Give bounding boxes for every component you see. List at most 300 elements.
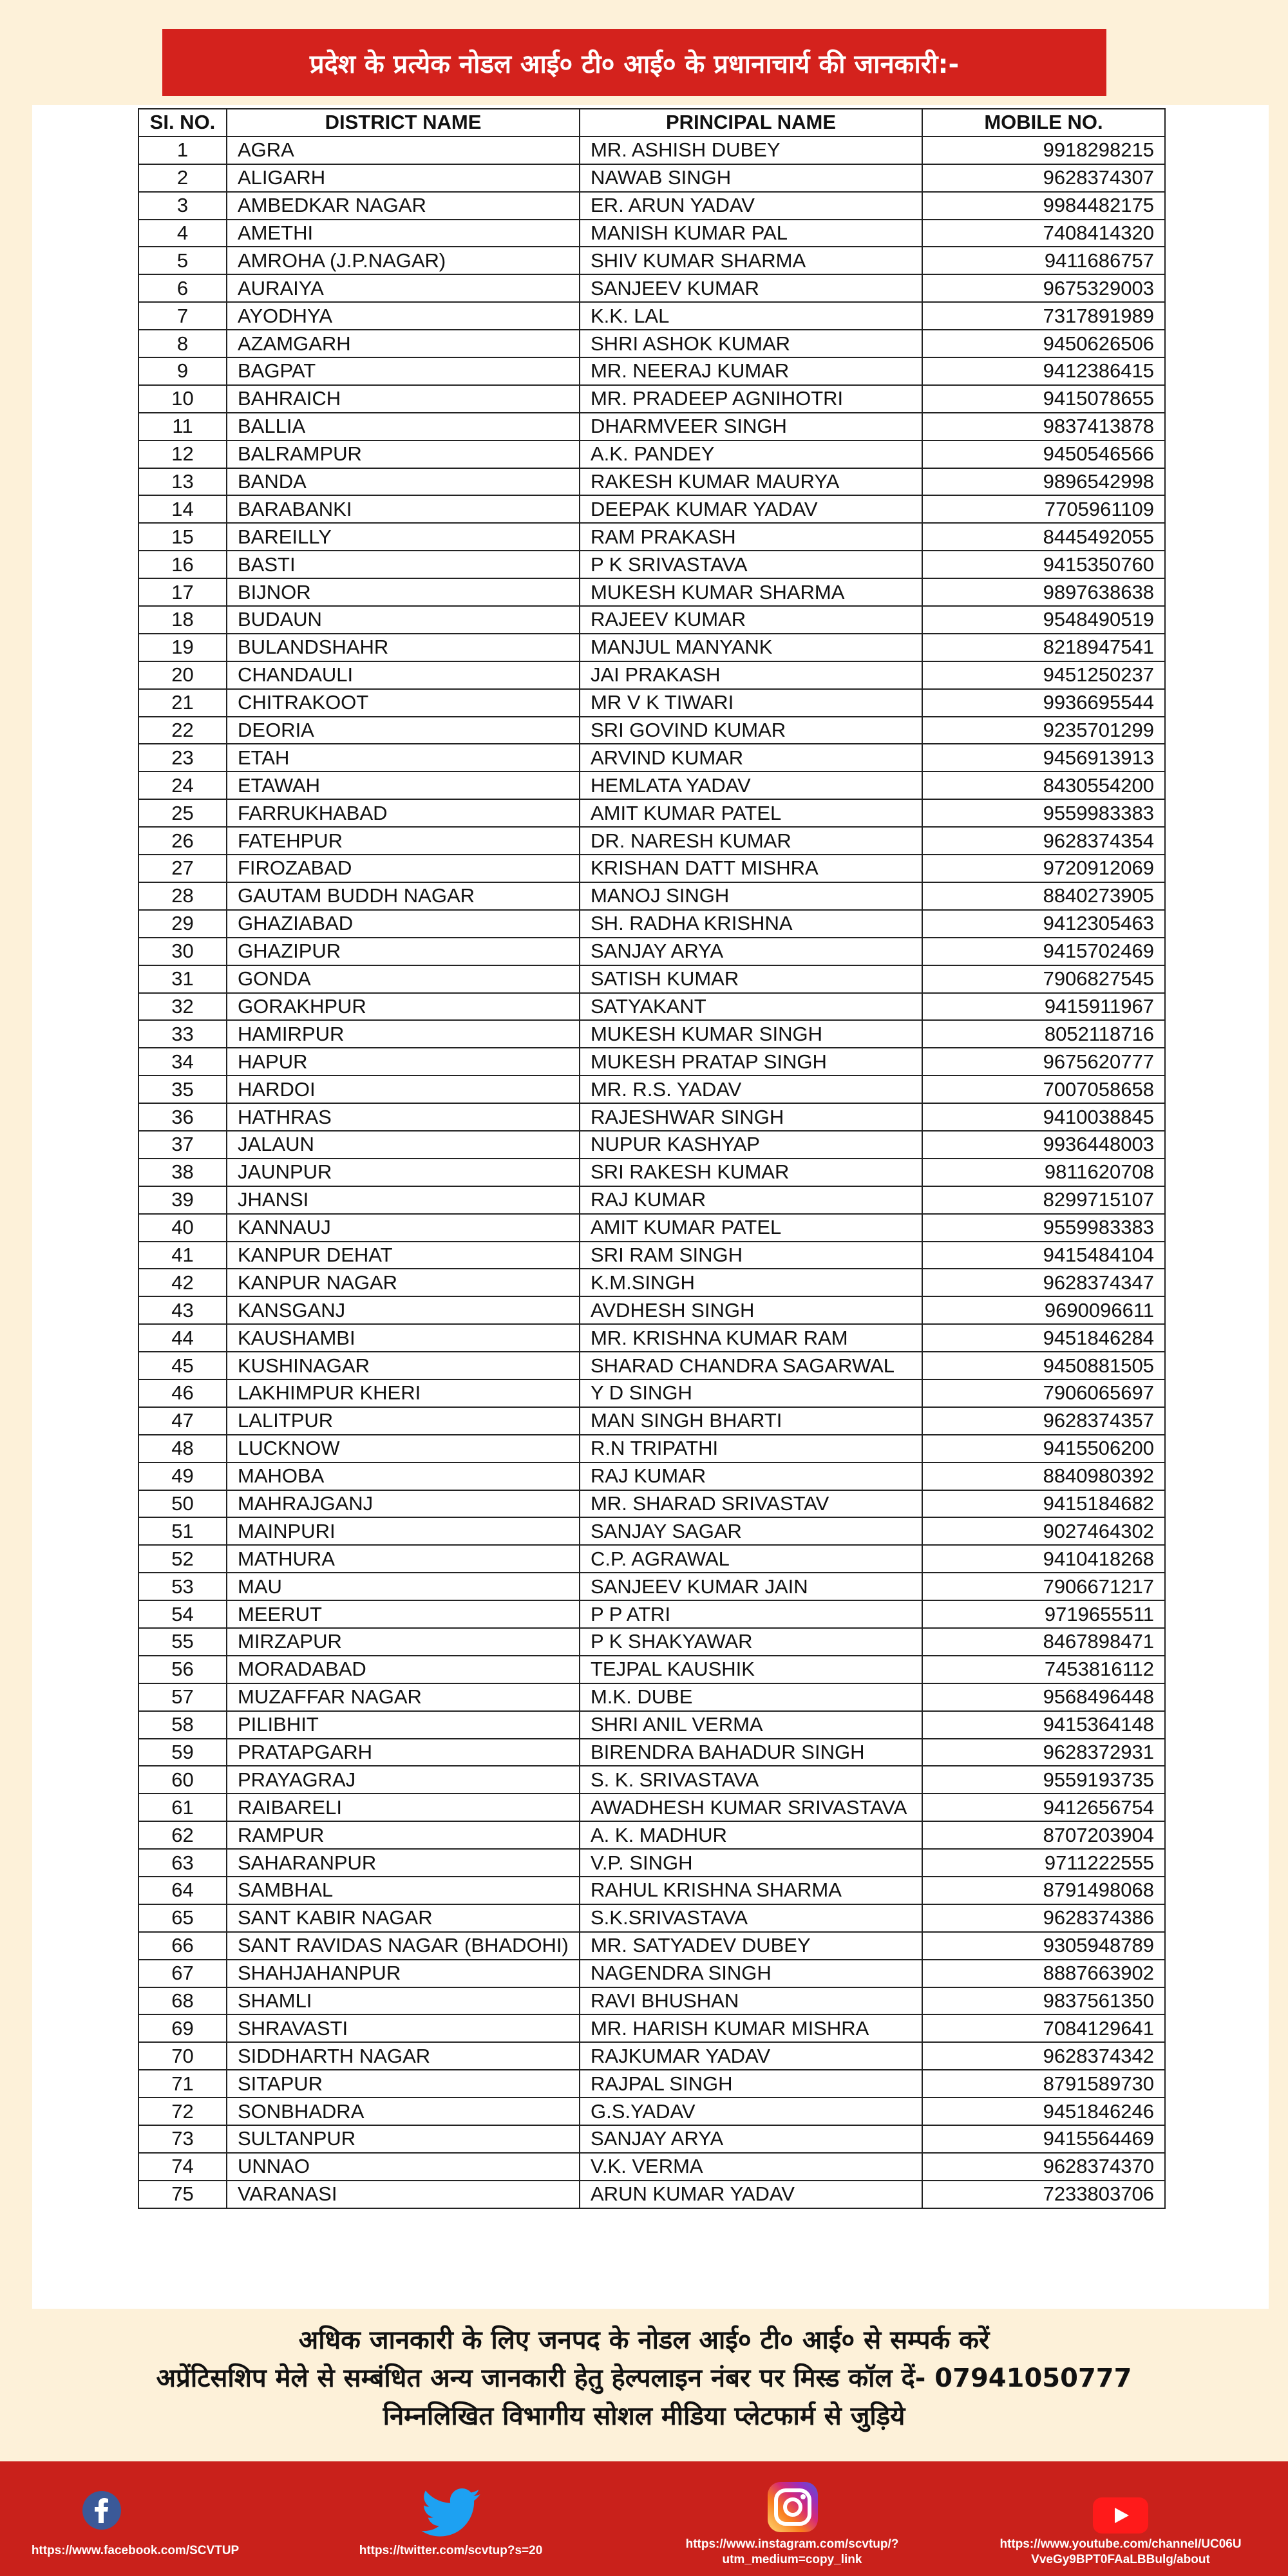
cell-mobile: 8840980392 (922, 1463, 1165, 1490)
table-row (138, 827, 1165, 855)
cell-sl-no: 12 (138, 440, 227, 468)
cell-mobile: 9628374370 (922, 2153, 1165, 2181)
cell-district: JHANSI (227, 1186, 580, 1214)
cell-sl-no: 33 (138, 1020, 227, 1048)
cell-mobile: 8467898471 (922, 1628, 1165, 1656)
table-row (138, 468, 1165, 496)
cell-principal: P K SHAKYAWAR (580, 1628, 922, 1656)
cell-mobile: 8791589730 (922, 2070, 1165, 2098)
cell-mobile: 9984482175 (922, 192, 1165, 220)
table-row (138, 1407, 1165, 1435)
cell-principal: RAKESH KUMAR MAURYA (580, 468, 922, 496)
cell-mobile: 8887663902 (922, 1960, 1165, 1987)
cell-district: MUZAFFAR NAGAR (227, 1683, 580, 1711)
cell-district: GONDA (227, 965, 580, 993)
cell-sl-no: 69 (138, 2014, 227, 2042)
column-header-district: DISTRICT NAME (227, 109, 580, 137)
cell-district: LUCKNOW (227, 1435, 580, 1463)
cell-sl-no: 1 (138, 137, 227, 164)
cell-principal: NUPUR KASHYAP (580, 1131, 922, 1159)
cell-sl-no: 47 (138, 1407, 227, 1435)
cell-district: BARABANKI (227, 495, 580, 523)
cell-district: PRAYAGRAJ (227, 1766, 580, 1794)
table-row (138, 1683, 1165, 1711)
cell-sl-no: 44 (138, 1324, 227, 1352)
facebook-link[interactable] (0, 2461, 270, 2576)
cell-sl-no: 58 (138, 1711, 227, 1739)
cell-district: HATHRAS (227, 1103, 580, 1131)
cell-mobile: 9719655511 (922, 1600, 1165, 1628)
cell-district: KUSHINAGAR (227, 1352, 580, 1379)
cell-sl-no: 45 (138, 1352, 227, 1379)
cell-principal: MR. SATYADEV DUBEY (580, 1932, 922, 1960)
cell-district: KAUSHAMBI (227, 1324, 580, 1352)
cell-sl-no: 27 (138, 855, 227, 882)
table-row (138, 495, 1165, 523)
cell-district: KANPUR NAGAR (227, 1269, 580, 1296)
cell-principal: ARUN KUMAR YADAV (580, 2181, 922, 2208)
table-row (138, 2070, 1165, 2098)
cell-district: GAUTAM BUDDH NAGAR (227, 882, 580, 910)
cell-sl-no: 57 (138, 1683, 227, 1711)
cell-principal: DR. NARESH KUMAR (580, 827, 922, 855)
cell-principal: ER. ARUN YADAV (580, 192, 922, 220)
table-row (138, 1020, 1165, 1048)
cell-district: AZAMGARH (227, 330, 580, 357)
cell-district: GHAZIABAD (227, 910, 580, 938)
cell-mobile: 9720912069 (922, 855, 1165, 882)
cell-mobile: 9675329003 (922, 274, 1165, 302)
cell-mobile: 9410038845 (922, 1103, 1165, 1131)
cell-district: CHITRAKOOT (227, 689, 580, 717)
cell-sl-no: 71 (138, 2070, 227, 2098)
cell-district: FIROZABAD (227, 855, 580, 882)
table-row (138, 1048, 1165, 1075)
cell-mobile: 9675620777 (922, 1048, 1165, 1075)
cell-mobile: 7906671217 (922, 1573, 1165, 1600)
table-row (138, 1214, 1165, 1242)
cell-sl-no: 37 (138, 1131, 227, 1159)
cell-sl-no: 28 (138, 882, 227, 910)
cell-district: MAINPURI (227, 1517, 580, 1545)
table-row (138, 1849, 1165, 1877)
cell-mobile: 8299715107 (922, 1186, 1165, 1214)
cell-mobile: 8840273905 (922, 882, 1165, 910)
cell-principal: RAJESHWAR SINGH (580, 1103, 922, 1131)
cell-principal: K.K. LAL (580, 302, 922, 330)
column-header-mobile: MOBILE NO. (922, 109, 1165, 137)
cell-principal: C.P. AGRAWAL (580, 1545, 922, 1573)
table-row (138, 1463, 1165, 1490)
cell-mobile: 9568496448 (922, 1683, 1165, 1711)
facebook-icon (81, 2490, 122, 2531)
table-row (138, 2153, 1165, 2181)
cell-principal: RAJPAL SINGH (580, 2070, 922, 2098)
cell-district: SITAPUR (227, 2070, 580, 2098)
cell-sl-no: 26 (138, 827, 227, 855)
table-row (138, 882, 1165, 910)
cell-principal: RAJKUMAR YADAV (580, 2042, 922, 2070)
cell-principal: MR. SHARAD SRIVASTAV (580, 1490, 922, 1518)
cell-mobile: 9837561350 (922, 1987, 1165, 2015)
cell-sl-no: 16 (138, 551, 227, 578)
cell-principal: DHARMVEER SINGH (580, 413, 922, 440)
table-row (138, 938, 1165, 965)
cell-principal: MR. NEERAJ KUMAR (580, 357, 922, 385)
cell-district: MIRZAPUR (227, 1628, 580, 1656)
cell-district: BASTI (227, 551, 580, 578)
instagram-icon (766, 2481, 819, 2533)
cell-district: KANNAUJ (227, 1214, 580, 1242)
cell-mobile: 9415364148 (922, 1711, 1165, 1739)
table-row (138, 772, 1165, 799)
cell-principal: M.K. DUBE (580, 1683, 922, 1711)
cell-mobile: 9559983383 (922, 1214, 1165, 1242)
cell-mobile: 9559193735 (922, 1766, 1165, 1794)
table-row (138, 1766, 1165, 1794)
table-row (138, 1600, 1165, 1628)
cell-sl-no: 7 (138, 302, 227, 330)
cell-mobile: 9415484104 (922, 1242, 1165, 1269)
cell-sl-no: 72 (138, 2098, 227, 2125)
cell-sl-no: 24 (138, 772, 227, 799)
cell-principal: Y D SINGH (580, 1379, 922, 1407)
footer-helpline-line: अप्रेंटिसशिप मेले से सम्बंधित अन्य जानकारी हेतु हेल्पलाइन नंबर पर मिस्ड कॉल दें- 07941050777 (156, 2363, 1132, 2393)
cell-sl-no: 62 (138, 1821, 227, 1849)
cell-sl-no: 31 (138, 965, 227, 993)
table-row (138, 302, 1165, 330)
cell-mobile: 9896542998 (922, 468, 1165, 496)
cell-district: MAHRAJGANJ (227, 1490, 580, 1518)
cell-principal: MR. R.S. YADAV (580, 1075, 922, 1103)
table-row (138, 2098, 1165, 2125)
table-row (138, 689, 1165, 717)
cell-mobile: 7317891989 (922, 302, 1165, 330)
cell-district: BAGPAT (227, 357, 580, 385)
cell-district: KANSGANJ (227, 1296, 580, 1324)
table-row (138, 192, 1165, 220)
table-row (138, 1656, 1165, 1683)
table-row (138, 799, 1165, 827)
cell-mobile: 7408414320 (922, 220, 1165, 247)
cell-district: SAMBHAL (227, 1877, 580, 1904)
youtube-link[interactable] (966, 2461, 1275, 2576)
cell-mobile: 9415564469 (922, 2125, 1165, 2153)
table-row (138, 1904, 1165, 1932)
table-body (138, 137, 1165, 2208)
table-row (138, 1877, 1165, 1904)
cell-principal: MUKESH KUMAR SHARMA (580, 578, 922, 606)
cell-sl-no: 38 (138, 1159, 227, 1186)
table-row (138, 1517, 1165, 1545)
cell-mobile: 9837413878 (922, 413, 1165, 440)
footer-social-line: निम्नलिखित विभागीय सोशल मीडिया प्लेटफार्म से जुड़िये (383, 2401, 905, 2431)
cell-principal: NAGENDRA SINGH (580, 1960, 922, 1987)
cell-district: AGRA (227, 137, 580, 164)
cell-sl-no: 56 (138, 1656, 227, 1683)
cell-district: SHAMLI (227, 1987, 580, 2015)
cell-principal: SRI GOVIND KUMAR (580, 717, 922, 744)
cell-sl-no: 68 (138, 1987, 227, 2015)
cell-district: SULTANPUR (227, 2125, 580, 2153)
cell-principal: S.K.SRIVASTAVA (580, 1904, 922, 1932)
cell-sl-no: 4 (138, 220, 227, 247)
cell-sl-no: 64 (138, 1877, 227, 1904)
cell-sl-no: 13 (138, 468, 227, 496)
cell-mobile: 9456913913 (922, 744, 1165, 772)
cell-sl-no: 29 (138, 910, 227, 938)
cell-principal: V.K. VERMA (580, 2153, 922, 2181)
table-row (138, 440, 1165, 468)
cell-principal: SRI RAKESH KUMAR (580, 1159, 922, 1186)
cell-sl-no: 67 (138, 1960, 227, 1987)
cell-mobile: 9415350760 (922, 551, 1165, 578)
table-row (138, 2014, 1165, 2042)
cell-mobile: 9811620708 (922, 1159, 1165, 1186)
cell-sl-no: 17 (138, 578, 227, 606)
cell-principal: P P ATRI (580, 1600, 922, 1628)
table-row (138, 1186, 1165, 1214)
cell-mobile: 9918298215 (922, 137, 1165, 164)
cell-mobile: 9690096611 (922, 1296, 1165, 1324)
cell-sl-no: 42 (138, 1269, 227, 1296)
table-row (138, 2181, 1165, 2208)
table-row (138, 1573, 1165, 1600)
cell-principal: MUKESH PRATAP SINGH (580, 1048, 922, 1075)
cell-mobile: 7084129641 (922, 2014, 1165, 2042)
column-header-sl-no: SI. NO. (138, 109, 227, 137)
cell-district: AMROHA (J.P.NAGAR) (227, 247, 580, 274)
cell-sl-no: 65 (138, 1904, 227, 1932)
cell-sl-no: 14 (138, 495, 227, 523)
cell-principal: SHARAD CHANDRA SAGARWAL (580, 1352, 922, 1379)
instagram-link[interactable] (631, 2461, 953, 2576)
social-bar (0, 2461, 1288, 2576)
table-row (138, 1075, 1165, 1103)
cell-principal: RAM PRAKASH (580, 523, 922, 551)
cell-district: SIDDHARTH NAGAR (227, 2042, 580, 2070)
cell-principal: R.N TRIPATHI (580, 1435, 922, 1463)
cell-mobile: 8430554200 (922, 772, 1165, 799)
cell-mobile: 9548490519 (922, 606, 1165, 634)
instagram-url-line1: https://www.instagram.com/scvtup/? (685, 2537, 899, 2551)
cell-sl-no: 11 (138, 413, 227, 440)
cell-mobile: 9628374386 (922, 1904, 1165, 1932)
cell-principal: V.P. SINGH (580, 1849, 922, 1877)
cell-principal: SHRI ANIL VERMA (580, 1711, 922, 1739)
table-row (138, 1821, 1165, 1849)
cell-district: BAHRAICH (227, 385, 580, 413)
cell-district: DEORIA (227, 717, 580, 744)
cell-principal: AMIT KUMAR PATEL (580, 799, 922, 827)
cell-mobile: 9451250237 (922, 661, 1165, 689)
cell-principal: SATISH KUMAR (580, 965, 922, 993)
cell-sl-no: 3 (138, 192, 227, 220)
cell-district: BALRAMPUR (227, 440, 580, 468)
cell-district: SAHARANPUR (227, 1849, 580, 1877)
cell-principal: RAJ KUMAR (580, 1463, 922, 1490)
table-row (138, 1324, 1165, 1352)
cell-sl-no: 63 (138, 1849, 227, 1877)
cell-principal: KRISHAN DATT MISHRA (580, 855, 922, 882)
table-row (138, 330, 1165, 357)
cell-principal: SRI RAM SINGH (580, 1242, 922, 1269)
cell-sl-no: 60 (138, 1766, 227, 1794)
table-row (138, 1739, 1165, 1766)
table-row (138, 1545, 1165, 1573)
cell-district: GORAKHPUR (227, 993, 580, 1021)
table-row (138, 1435, 1165, 1463)
table-row (138, 274, 1165, 302)
cell-mobile: 9415911967 (922, 993, 1165, 1021)
table-row (138, 1379, 1165, 1407)
cell-sl-no: 32 (138, 993, 227, 1021)
cell-principal: S. K. SRIVASTAVA (580, 1766, 922, 1794)
principal-table (138, 108, 1166, 2209)
cell-sl-no: 43 (138, 1296, 227, 1324)
cell-district: AMBEDKAR NAGAR (227, 192, 580, 220)
cell-principal: AVDHESH SINGH (580, 1296, 922, 1324)
table-row (138, 1960, 1165, 1987)
cell-principal: A.K. PANDEY (580, 440, 922, 468)
facebook-url: https://www.facebook.com/SCVTUP (31, 2544, 240, 2557)
cell-mobile: 8052118716 (922, 1020, 1165, 1048)
instagram-url-line2: utm_medium=copy_link (722, 2553, 862, 2566)
twitter-link[interactable] (283, 2461, 618, 2576)
cell-district: GHAZIPUR (227, 938, 580, 965)
table-row (138, 910, 1165, 938)
table-row (138, 855, 1165, 882)
table-row (138, 357, 1165, 385)
cell-mobile: 9412305463 (922, 910, 1165, 938)
cell-sl-no: 19 (138, 634, 227, 661)
cell-mobile: 8218947541 (922, 634, 1165, 661)
cell-principal: MR V K TIWARI (580, 689, 922, 717)
table-row (138, 744, 1165, 772)
table-row (138, 1794, 1165, 1821)
cell-principal: SHIV KUMAR SHARMA (580, 247, 922, 274)
cell-district: MORADABAD (227, 1656, 580, 1683)
table-row (138, 661, 1165, 689)
cell-mobile: 9450546566 (922, 440, 1165, 468)
cell-district: BULANDSHAHR (227, 634, 580, 661)
cell-sl-no: 36 (138, 1103, 227, 1131)
cell-principal: SANJAY ARYA (580, 2125, 922, 2153)
cell-principal: AMIT KUMAR PATEL (580, 1214, 922, 1242)
table-row (138, 634, 1165, 661)
cell-mobile: 9415184682 (922, 1490, 1165, 1518)
cell-mobile: 7453816112 (922, 1656, 1165, 1683)
footer-contact-line: अधिक जानकारी के लिए जनपद के नोडल आई० टी० आई० से सम्पर्क करें (298, 2325, 990, 2355)
footer-text (0, 2322, 1288, 2436)
cell-principal: SANJEEV KUMAR JAIN (580, 1573, 922, 1600)
twitter-icon (421, 2488, 480, 2537)
cell-principal: MUKESH KUMAR SINGH (580, 1020, 922, 1048)
cell-principal: JAI PRAKASH (580, 661, 922, 689)
cell-mobile: 9412386415 (922, 357, 1165, 385)
cell-district: ETAWAH (227, 772, 580, 799)
cell-principal: ARVIND KUMAR (580, 744, 922, 772)
table-row (138, 2125, 1165, 2153)
cell-principal: RAHUL KRISHNA SHARMA (580, 1877, 922, 1904)
cell-mobile: 8445492055 (922, 523, 1165, 551)
cell-sl-no: 2 (138, 164, 227, 192)
table-row (138, 413, 1165, 440)
table-row (138, 247, 1165, 274)
cell-sl-no: 34 (138, 1048, 227, 1075)
cell-district: MATHURA (227, 1545, 580, 1573)
cell-principal: K.M.SINGH (580, 1269, 922, 1296)
cell-district: HAMIRPUR (227, 1020, 580, 1048)
cell-sl-no: 73 (138, 2125, 227, 2153)
twitter-url: https://twitter.com/scvtup?s=20 (359, 2544, 543, 2557)
cell-district: SHRAVASTI (227, 2014, 580, 2042)
cell-district: LAKHIMPUR KHERI (227, 1379, 580, 1407)
cell-district: MAHOBA (227, 1463, 580, 1490)
cell-mobile: 9628372931 (922, 1739, 1165, 1766)
cell-sl-no: 74 (138, 2153, 227, 2181)
cell-district: JALAUN (227, 1131, 580, 1159)
cell-district: PILIBHIT (227, 1711, 580, 1739)
cell-district: LALITPUR (227, 1407, 580, 1435)
cell-sl-no: 54 (138, 1600, 227, 1628)
table-row (138, 993, 1165, 1021)
principal-table-panel (32, 105, 1269, 2309)
cell-principal: RAJ KUMAR (580, 1186, 922, 1214)
page-title: प्रदेश के प्रत्येक नोडल आई० टी० आई० के प्रधानाचार्य की जानकारी:- (162, 29, 1106, 96)
cell-principal: MR. ASHISH DUBEY (580, 137, 922, 164)
cell-district: BIJNOR (227, 578, 580, 606)
cell-sl-no: 21 (138, 689, 227, 717)
cell-principal: SANJAY SAGAR (580, 1517, 922, 1545)
table-row (138, 137, 1165, 164)
cell-sl-no: 23 (138, 744, 227, 772)
cell-mobile: 7007058658 (922, 1075, 1165, 1103)
cell-mobile: 9305948789 (922, 1932, 1165, 1960)
cell-principal: RAJEEV KUMAR (580, 606, 922, 634)
cell-mobile: 9936448003 (922, 1131, 1165, 1159)
cell-mobile: 9936695544 (922, 689, 1165, 717)
cell-district: JAUNPUR (227, 1159, 580, 1186)
table-row (138, 606, 1165, 634)
cell-sl-no: 6 (138, 274, 227, 302)
cell-sl-no: 40 (138, 1214, 227, 1242)
cell-principal: MR. HARISH KUMAR MISHRA (580, 2014, 922, 2042)
cell-sl-no: 9 (138, 357, 227, 385)
cell-mobile: 9559983383 (922, 799, 1165, 827)
cell-mobile: 9411686757 (922, 247, 1165, 274)
table-row (138, 2042, 1165, 2070)
cell-principal: MANJUL MANYANK (580, 634, 922, 661)
cell-district: MAU (227, 1573, 580, 1600)
cell-district: PRATAPGARH (227, 1739, 580, 1766)
cell-mobile: 9235701299 (922, 717, 1165, 744)
cell-sl-no: 49 (138, 1463, 227, 1490)
cell-sl-no: 25 (138, 799, 227, 827)
youtube-url-line2: VveGy9BPT0FAaLBBulg/about (1031, 2553, 1210, 2566)
cell-mobile: 8791498068 (922, 1877, 1165, 1904)
cell-sl-no: 15 (138, 523, 227, 551)
cell-sl-no: 59 (138, 1739, 227, 1766)
cell-mobile: 9897638638 (922, 578, 1165, 606)
cell-mobile: 9027464302 (922, 1517, 1165, 1545)
cell-district: BAREILLY (227, 523, 580, 551)
cell-mobile: 9711222555 (922, 1849, 1165, 1877)
cell-district: BANDA (227, 468, 580, 496)
cell-sl-no: 30 (138, 938, 227, 965)
youtube-url-line1: https://www.youtube.com/channel/UC06U (999, 2537, 1242, 2551)
table-row (138, 1131, 1165, 1159)
